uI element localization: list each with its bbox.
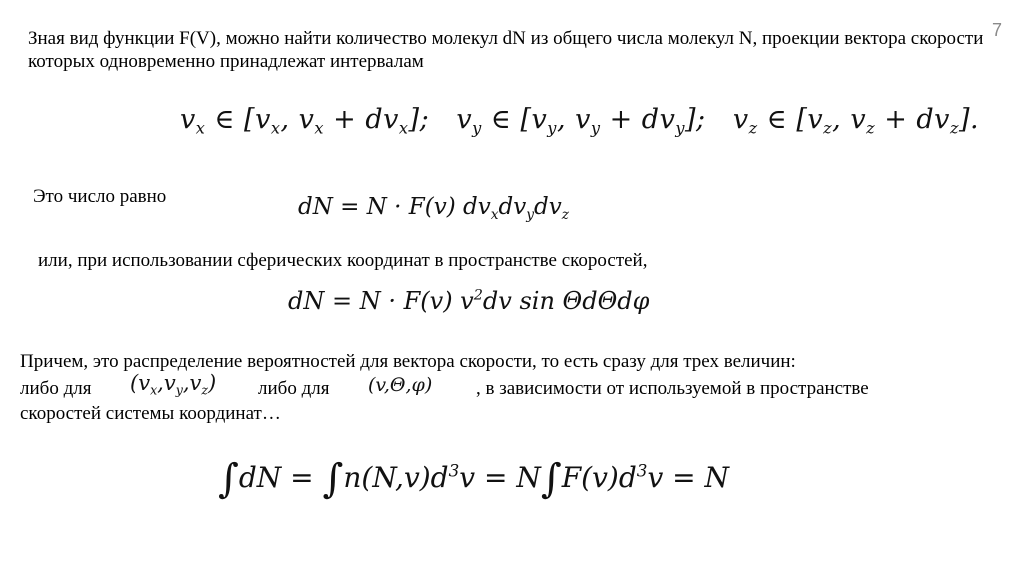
paragraph-either-1: либо для [20,378,92,399]
formula-normalization: $\int dN = \int n(N,v)d^3v = N\int F(v)d^3v = N$ [218,456,730,502]
paragraph-coordinate-system: скоростей системы координат… [20,403,281,424]
page-number: 7 [991,20,1002,40]
tuple-spherical: (v,Θ,φ) [368,374,433,396]
paragraph-probability: Причем, это распределение вероятностей для вектора скорости, то есть сразу для трех величин: [20,351,796,372]
formula-dn-spherical: dN = N · F(v) $v^2dv$ sin ΘdΘdφ [288,287,650,315]
paragraph-intro: Зная вид функции F(V), можно найти количество молекул dN из общего числа молекул N, проекции вектора скорости которых одновременно принадлежат интервалам [28,28,984,72]
formula-dn-cartesian: dN = N · F(v) $dv_xdv_ydv_z$ [298,194,570,223]
paragraph-depending: , в зависимости от используемой в пространстве [476,378,869,399]
paragraph-either-2: либо для [258,378,330,399]
paragraph-this-number: Это число равно [33,186,167,207]
paragraph-spherical: или, при использовании сферических координат в пространстве скоростей, [38,250,648,271]
formula-intervals: $v_x$ ∈ [$v_x$, $v_x + dv_x$]; $v_y$ ∈ [$v_y$, $v_y + dv_y$]; $v_z$ ∈ [$v_z$, $v_z + dv_z$]. [180,104,980,138]
tuple-cartesian: $(v_x,v_y,v_z)$ [130,371,217,398]
